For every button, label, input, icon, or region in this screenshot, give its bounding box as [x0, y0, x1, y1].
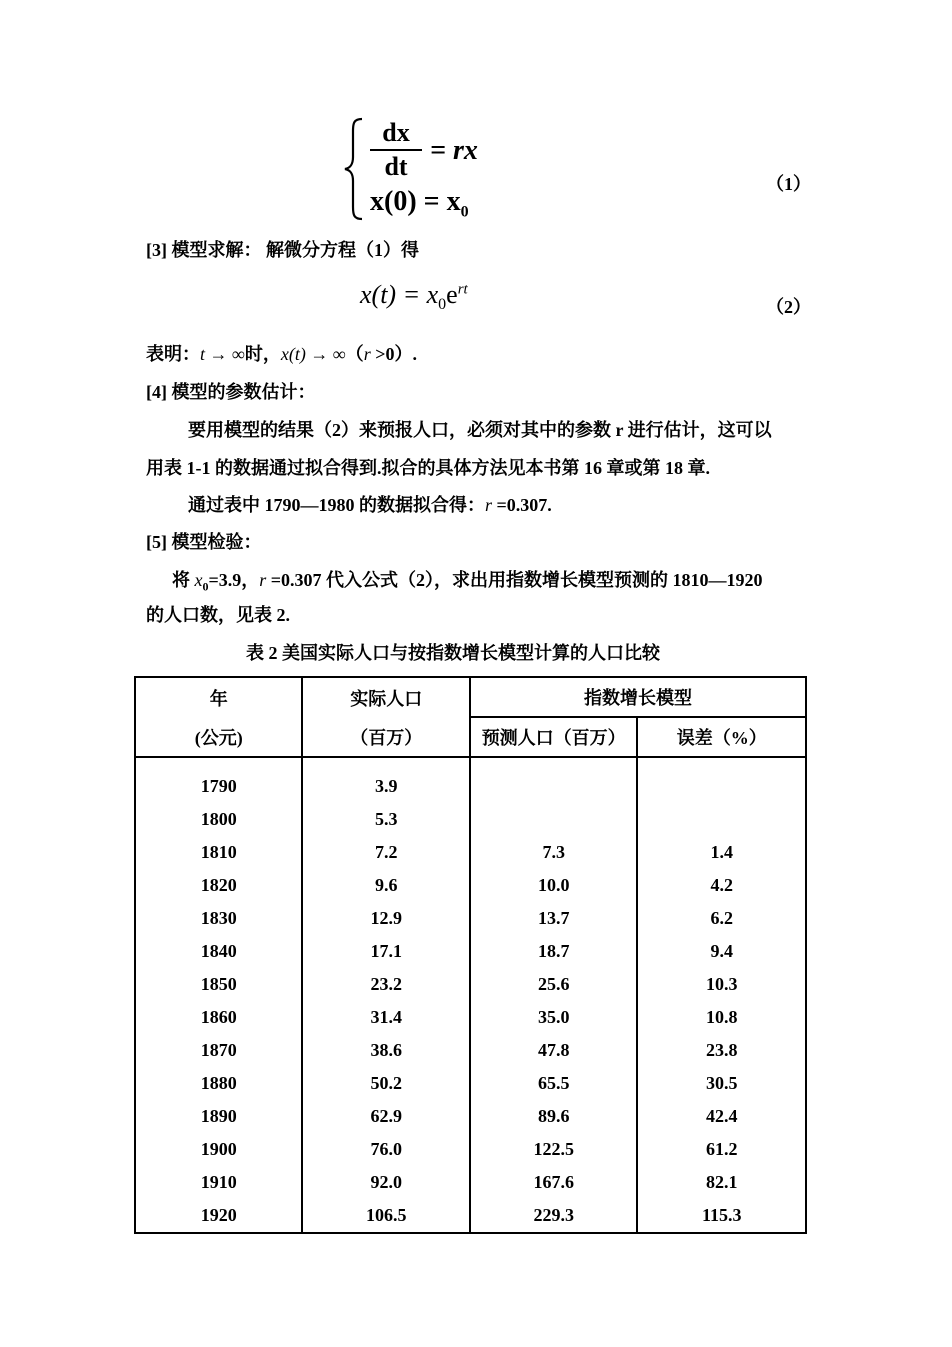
- table-row: [135, 1067, 806, 1100]
- cell-predicted: 10.0: [470, 869, 637, 902]
- equation-1-numerator: dx: [382, 118, 410, 147]
- section-4-paragraph-line-1: 要用模型的结果（2）来预报人口，必须对其中的参数 r 进行估计，这可以: [188, 420, 772, 440]
- header-actual-unit: （百万）: [302, 717, 469, 757]
- header-year: 年: [135, 677, 302, 717]
- cell-predicted: 122.5: [470, 1133, 637, 1166]
- cell-error: [637, 803, 806, 836]
- cell-actual: 7.2: [302, 836, 469, 869]
- section-5-r: r: [259, 570, 267, 590]
- equation-1-rhs: = rx: [430, 135, 478, 166]
- cell-year: 1920: [135, 1199, 302, 1233]
- table-caption: 表 2 美国实际人口与按指数增长模型计算的人口比较: [246, 643, 660, 663]
- header-predicted: 预测人口（百万）: [470, 717, 637, 757]
- cell-year: 1900: [135, 1133, 302, 1166]
- cell-actual: 106.5: [302, 1199, 469, 1233]
- initial-condition-text: x(0) = x: [370, 186, 461, 217]
- equation-2-exponent: rt: [457, 281, 468, 298]
- cell-error: 6.2: [637, 902, 806, 935]
- cell-error: 82.1: [637, 1166, 806, 1199]
- fit-result-r: r: [485, 495, 493, 515]
- remark-arrow: → ∞时，: [205, 344, 281, 364]
- table-row: [135, 1166, 806, 1199]
- section-4-fit-result: [188, 493, 552, 517]
- equation-2-subscript: 0: [438, 296, 447, 314]
- cell-year: 1810: [135, 836, 302, 869]
- cell-error: 10.8: [637, 1001, 806, 1034]
- cell-predicted: 47.8: [470, 1034, 637, 1067]
- cell-predicted: [470, 757, 637, 803]
- cell-year: 1820: [135, 869, 302, 902]
- cell-actual: 76.0: [302, 1133, 469, 1166]
- cell-year: 1800: [135, 803, 302, 836]
- cell-predicted: 13.7: [470, 902, 637, 935]
- cell-predicted: 18.7: [470, 935, 637, 968]
- remark-t: t: [200, 344, 206, 364]
- cell-actual: 5.3: [302, 803, 469, 836]
- equation-1-fraction: [370, 118, 422, 182]
- cell-actual: 12.9: [302, 902, 469, 935]
- cell-actual: 23.2: [302, 968, 469, 1001]
- cell-year: 1870: [135, 1034, 302, 1067]
- cell-year: 1850: [135, 968, 302, 1001]
- remark-prefix: 表明：: [146, 344, 200, 364]
- remark-arrow2: → ∞（: [305, 344, 364, 364]
- section-5-paragraph-line-2: 的人口数，见表 2.: [146, 605, 290, 625]
- cell-error: 30.5: [637, 1067, 806, 1100]
- section-5-x0-subscript: 0: [202, 579, 209, 594]
- equation-2-number: （2）: [766, 297, 811, 317]
- fit-result-prefix: 通过表中 1790—1980 的数据拟合得：: [188, 495, 485, 515]
- header-year-unit: (公元): [135, 717, 302, 757]
- table-row: [135, 935, 806, 968]
- cell-error: 23.8: [637, 1034, 806, 1067]
- cell-predicted: 35.0: [470, 1001, 637, 1034]
- table-row: [135, 836, 806, 869]
- remark-line: [146, 342, 417, 366]
- cell-error: 61.2: [637, 1133, 806, 1166]
- initial-condition-subscript: 0: [460, 203, 469, 221]
- cell-year: 1910: [135, 1166, 302, 1199]
- header-model: 指数增长模型: [470, 677, 806, 717]
- section-5-x0: x: [194, 570, 203, 590]
- cell-error: 115.3: [637, 1199, 806, 1233]
- table-row: [135, 1034, 806, 1067]
- cell-year: 1880: [135, 1067, 302, 1100]
- cell-year: 1840: [135, 935, 302, 968]
- equation-2: [360, 280, 468, 314]
- cell-error: 1.4: [637, 836, 806, 869]
- table-row: [135, 902, 806, 935]
- cell-error: 4.2: [637, 869, 806, 902]
- cell-actual: 92.0: [302, 1166, 469, 1199]
- cell-actual: 50.2: [302, 1067, 469, 1100]
- equation-1-number: （1）: [766, 174, 811, 194]
- table-row: [135, 1199, 806, 1233]
- section-5-mid: =3.9，: [208, 570, 260, 590]
- fit-result-value: =0.307.: [492, 495, 552, 515]
- section-5-paragraph-line-1: [172, 568, 763, 599]
- header-actual: 实际人口: [302, 677, 469, 717]
- table-row: [135, 1133, 806, 1166]
- equation-1-denominator: dt: [384, 152, 408, 181]
- cell-predicted: 65.5: [470, 1067, 637, 1100]
- population-table: [134, 676, 807, 1234]
- section-5-rest: =0.307 代入公式（2），求出用指数增长模型预测的 1810—1920: [266, 570, 763, 590]
- remark-r: r: [363, 344, 371, 364]
- cell-year: 1860: [135, 1001, 302, 1034]
- cell-predicted: 25.6: [470, 968, 637, 1001]
- left-brace-icon: [342, 117, 366, 221]
- table-row: [135, 968, 806, 1001]
- remark-xt: x(t): [280, 344, 306, 364]
- cell-error: [637, 757, 806, 803]
- cell-predicted: 89.6: [470, 1100, 637, 1133]
- remark-tail: >0）.: [370, 344, 417, 364]
- section-4-heading: [4] 模型的参数估计：: [146, 382, 316, 402]
- cell-predicted: 167.6: [470, 1166, 637, 1199]
- section-4-paragraph-line-2: 用表 1-1 的数据通过拟合得到.拟合的具体方法见本书第 16 章或第 18 章.: [146, 458, 710, 478]
- cell-actual: 9.6: [302, 869, 469, 902]
- fraction-bar: [370, 149, 422, 151]
- cell-error: 42.4: [637, 1100, 806, 1133]
- table-row: [135, 869, 806, 902]
- equation-1-initial-condition: [370, 186, 469, 222]
- cell-error: 9.4: [637, 935, 806, 968]
- cell-actual: 17.1: [302, 935, 469, 968]
- cell-year: 1830: [135, 902, 302, 935]
- equation-2-base: e: [446, 280, 458, 309]
- cell-year: 1890: [135, 1100, 302, 1133]
- table-row: [135, 803, 806, 836]
- cell-error: 10.3: [637, 968, 806, 1001]
- cell-actual: 38.6: [302, 1034, 469, 1067]
- cell-predicted: 229.3: [470, 1199, 637, 1233]
- cell-actual: 62.9: [302, 1100, 469, 1133]
- table-row: [135, 1100, 806, 1133]
- section-5-heading: [5] 模型检验：: [146, 532, 262, 552]
- equation-2-lhs: x(t) = x: [360, 280, 439, 309]
- cell-predicted: [470, 803, 637, 836]
- table-row: [135, 1001, 806, 1034]
- section-3-heading: [3] 模型求解： 解微分方程（1）得: [146, 240, 419, 260]
- cell-actual: 31.4: [302, 1001, 469, 1034]
- header-error: 误差（%）: [637, 717, 806, 757]
- table-row: [135, 757, 806, 803]
- cell-actual: 3.9: [302, 757, 469, 803]
- section-5-prefix: 将: [172, 570, 195, 590]
- cell-predicted: 7.3: [470, 836, 637, 869]
- cell-year: 1790: [135, 757, 302, 803]
